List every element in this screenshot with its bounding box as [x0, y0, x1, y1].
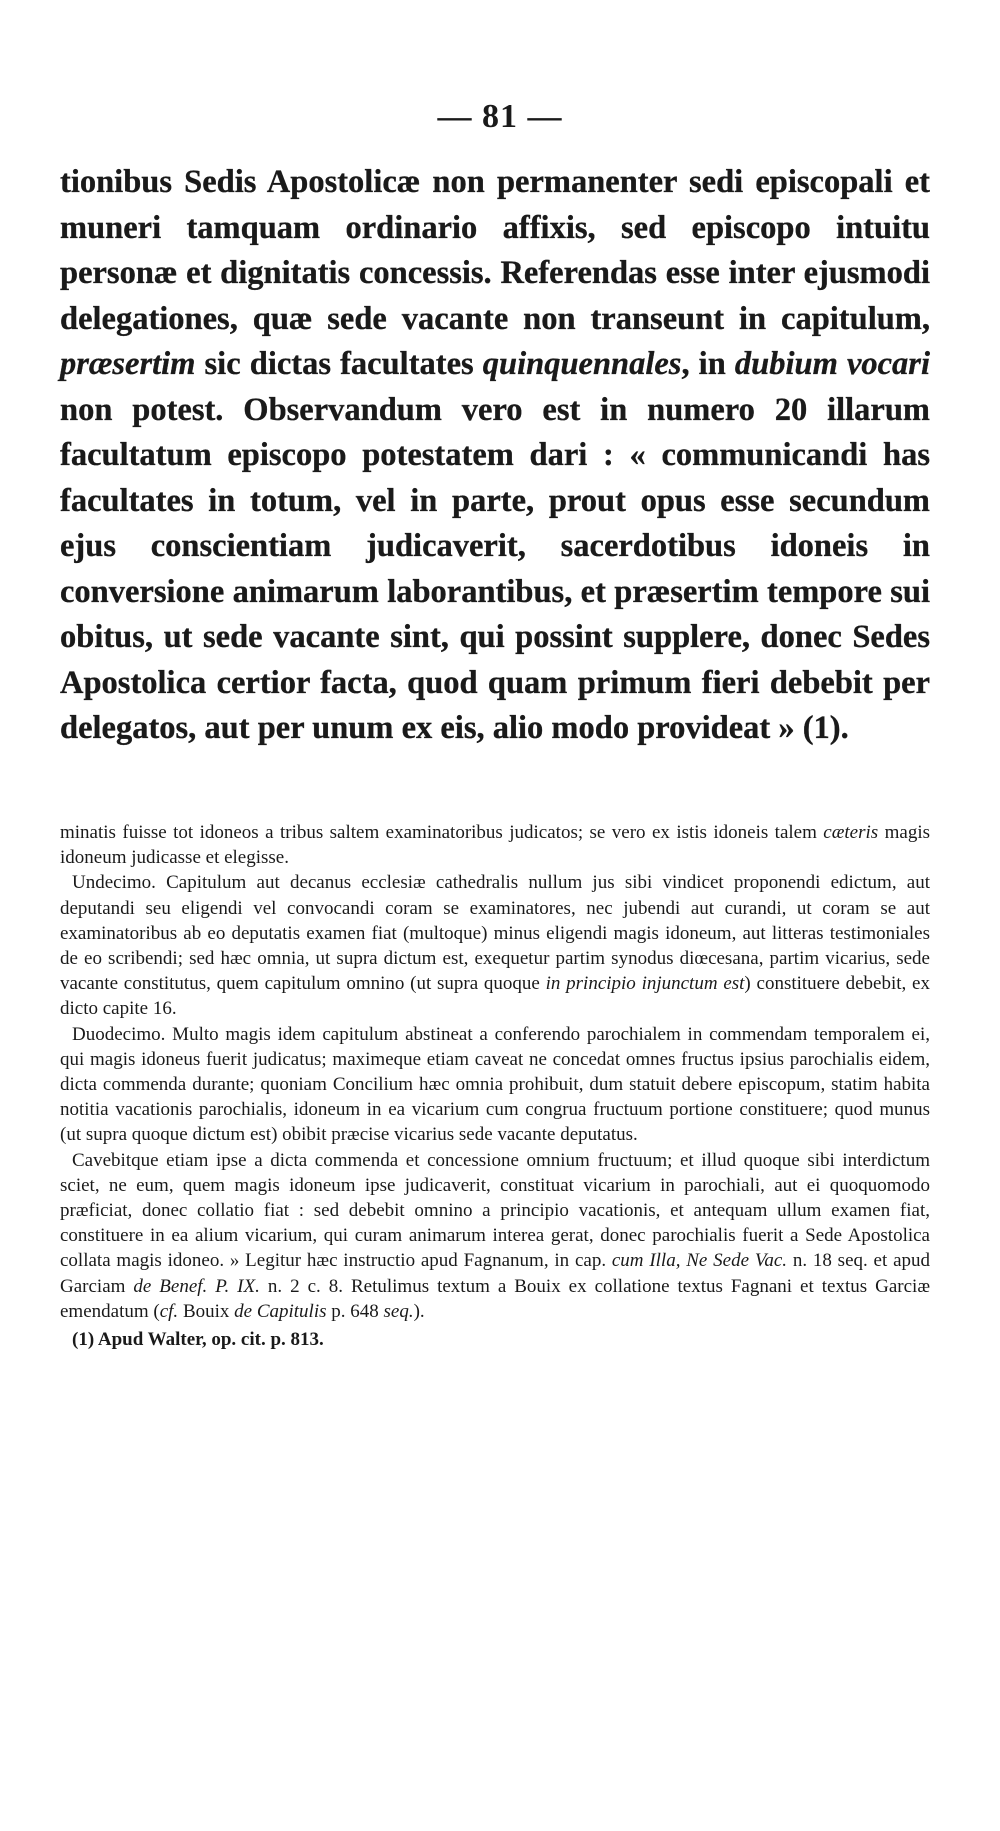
italic-run: dubium vocari	[734, 346, 930, 382]
text-run: n. 2 c. 8. Retulimus textum a Bouix ex collatione textus Fagnani et textus Garciæ emendatum (	[60, 1275, 930, 1322]
italic-run: cæteris	[823, 822, 879, 843]
note-paragraph	[60, 1022, 930, 1148]
text-run: p. 648	[326, 1300, 384, 1322]
text-run: tionibus Sedis Apostolicæ non permanenter sedi episcopali et muneri tamquam ordinario affixis, sed episcopo intuitu personæ et dignitatis concessis. Referendas esse inter ejusmodi delegationes, quæ sede vacante non transeunt in capitulum,	[60, 164, 930, 337]
note-paragraph	[60, 820, 930, 870]
text-run: non potest. Observandum vero est in numero 20 illarum facultatum episcopo potestatem dari : « communicandi has facultates in totum, vel in parte, prout opus esse secundum ejus conscientiam judicaverit, sacerdotibus idoneis in conversione animarum laborantibus, et præsertim tempore sui obitus, ut sede vacante sint, qui possint supplere, donec Sedes Apostolica certior facta, quod quam primum fieri debebit per delegatos, aut per unum ex eis, alio modo provideat » (1).	[60, 391, 930, 746]
text-run: n. 18 seq. et apud Garciam	[60, 1250, 930, 1297]
italic-run: seq.	[383, 1300, 414, 1322]
text-run: Undecimo. Capitulum aut decanus ecclesiæ cathedralis nullum jus sibi vindicet proponendi edictum, aut deputandi seu eligendi vel convocandi coram se examinatores, nec jubendi aut curandi, ut coram se aut examinatoribus ab eo deputatis examen fiat (multoque) minus eligendi magis idoneum, aut litteras testimoniales de eo scribendi; sed hæc omnia, ut supra dictum est, exequetur partim synodus diœcesana, partim vicarius, sede vacante constitutus, quem capitulum omnino (ut supra quoque	[60, 872, 930, 995]
text-run: Duodecimo. Multo magis idem capitulum abstineat a conferendo parochialem in commendam temporalem ei, qui magis idoneus fuerit judicatus; maximeque etiam caveat ne concedat omnes fructus ipsius parochialis eidem, dicta commenda durante; quoniam Concilium hæc omnia prohibuit, dum statuit debere episcopum, statim habita notitia vacationis parochialis, idoneum in ea vicarium cum congrua fructuum portione constituere; quod munus (ut supra quoque dictum est) obibit præcise vicarius sede vacante deputatus.	[60, 1023, 930, 1146]
text-run: , in	[681, 346, 735, 382]
text-run: sic dictas facultates	[195, 346, 483, 382]
italic-run: in principio injunctum est	[545, 973, 745, 995]
italic-run: quinquennales	[482, 346, 682, 382]
italic-run: de Benef. P. IX.	[133, 1275, 260, 1297]
italic-run: præsertim	[60, 346, 196, 382]
italic-run: cf.	[159, 1300, 179, 1322]
text-run: minatis fuisse tot idoneos a tribus saltem examinatoribus judicatos; se vero ex istis idoneis talem	[60, 822, 824, 843]
text-run: Bouix	[178, 1300, 235, 1322]
text-run: magis idoneum judicasse et elegisse.	[60, 822, 930, 869]
notes-section	[60, 820, 930, 1352]
text-run: Cavebitque etiam ipse a dicta commenda et concessione omnium fructuum; et illud quoque sibi interdictum sciet, ne eum, quem magis idoneum ipse judicaverit, constituat vicarium in parochiali, aut ei quoquomodo præficiat, donec collatio fiat : sed debebit omnino a principio vacationis, et antequam ullum examen fiat, constituere in ea alium vicarium, qui curam animarum interea gerat, donec parochialis fuerit a Sede Apostolica collata magis idoneo. » Legitur hæc instructio apud Fagnanum, in cap.	[60, 1149, 930, 1272]
text-run: ) constituere debebit, ex dicto capite 16.	[60, 973, 930, 1020]
italic-run: de Capitulis	[234, 1300, 327, 1322]
note-paragraph	[60, 870, 930, 1021]
main-paragraph	[60, 160, 930, 752]
italic-run: cum Illa, Ne Sede Vac.	[611, 1250, 788, 1272]
main-text	[60, 160, 930, 752]
footnote: (1) Apud Walter, op. cit. p. 813.	[72, 1329, 324, 1351]
page-number: — 81 —	[437, 98, 563, 135]
note-paragraph	[60, 1148, 930, 1324]
text-run: ).	[413, 1300, 425, 1322]
